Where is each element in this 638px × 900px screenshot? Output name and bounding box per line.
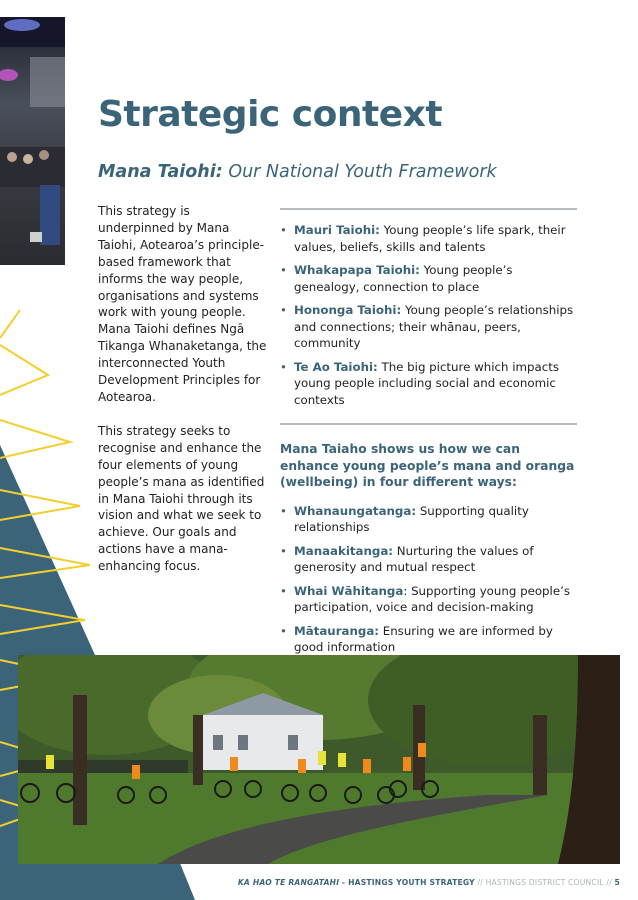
list-item-text: Young people’s life spark, their values, beliefs, skills and talents	[294, 223, 566, 254]
cyclists-park-photo	[18, 655, 620, 864]
list-item-term: Whai Wāhitanga	[294, 583, 404, 598]
intro-paragraph-1: This strategy is underpinned by Mana Taiohi, Aotearoa’s principle-based framework that informs the way people, organisations and systems work with young people. Mana Taiohi defines Ngā Tikanga Whanaketanga, the interconnected Youth Development Principles for Aotearoa.	[98, 204, 267, 404]
subtitle-framework-name: Mana Taiohi:	[98, 162, 223, 182]
list-item-term: Whanaungatanga:	[294, 503, 417, 518]
intro-paragraph-2: This strategy seeks to recognise and enhance the four elements of young people’s mana as identified in Mana Taiohi through its vision and what we seek to achieve. Our goals and actions have a mana-enhancing focus.	[98, 423, 265, 574]
list-item-text: The big picture which impacts young people including social and economic contexts	[294, 359, 559, 407]
list-item	[280, 583, 577, 616]
list-item-text: Young people’s relationships and connections; their whānau, peers, community	[294, 303, 574, 350]
list-item	[280, 623, 577, 656]
list-item-term: Te Ao Taiohi:	[294, 359, 378, 374]
subtitle-rest: Our National Youth Framework	[228, 162, 497, 182]
event-photo	[0, 17, 65, 265]
footer-strategy: - HASTINGS YOUTH STRATEGY	[341, 878, 475, 887]
list-item-text: Young people’s genealogy, connection to place	[294, 263, 513, 294]
list-item-term: Hononga Taiohi:	[294, 303, 402, 317]
divider-top	[280, 208, 577, 210]
list-item	[280, 222, 577, 255]
page-subtitle	[98, 162, 497, 182]
list-item-term: Whakapapa Taiohi:	[294, 263, 420, 277]
list-item-text: : Supporting young people’s participation, voice and decision-making	[294, 583, 570, 615]
footer-council: HASTINGS DISTRICT COUNCIL	[485, 878, 604, 887]
list-item-term: Mauri Taiohi:	[294, 223, 380, 237]
list-item-term: Manaakitanga:	[294, 543, 394, 558]
list-item	[280, 302, 577, 352]
list-item	[280, 359, 577, 409]
list-item-text: Supporting quality relationships	[294, 503, 529, 535]
footer-publication: KA HAO TE RANGATAHI	[237, 878, 340, 887]
page-footer	[238, 878, 620, 887]
intro-column	[98, 203, 268, 592]
page-number: 5	[614, 878, 620, 887]
list-item-text: Ensuring we are informed by good information	[294, 623, 553, 655]
page-title: Strategic context	[98, 94, 443, 135]
framework-column	[280, 208, 577, 665]
ways-heading: Mana Taiaho shows us how we can enhance young people’s mana and oranga (wellbeing) in four different ways:	[280, 442, 575, 490]
list-item	[280, 262, 577, 295]
list-item	[280, 543, 577, 576]
mana-elements-list	[280, 222, 577, 408]
list-item	[280, 503, 577, 536]
list-item-text: Nurturing the values of generosity and mutual respect	[294, 543, 534, 575]
divider-middle	[280, 423, 577, 425]
list-item-term: Mātauranga:	[294, 623, 379, 638]
footer-separator: //	[606, 878, 612, 887]
footer-separator: //	[477, 878, 483, 887]
ways-list	[280, 503, 577, 656]
